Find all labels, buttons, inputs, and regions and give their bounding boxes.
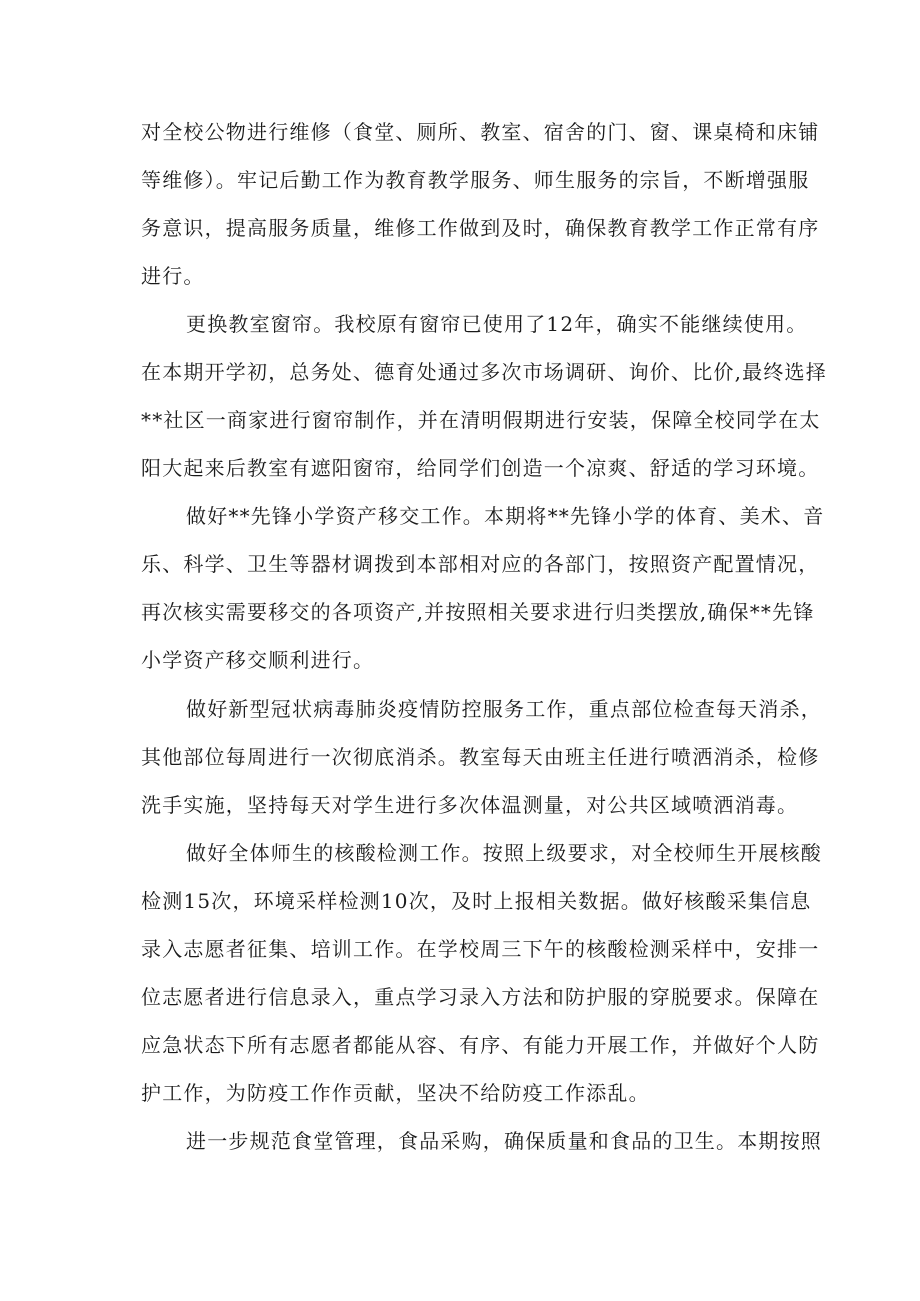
paragraph-2-line-4: 阳大起来后教室有遮阳窗帘，给同学们创造一个凉爽、舒适的学习环境。 [141,456,820,480]
paragraph-1-line-2: 等维修）。牢记后勤工作为教育教学服务、师生服务的宗旨，不断增强服 [141,168,810,192]
paragraph-5-line-5: 应急状态下所有志愿者都能从容、有序、有能力开展工作，并做好个人防 [141,1033,820,1057]
paragraph-1-line-3: 务意识，提高服务质量，维修工作做到及时，确保教育教学工作正常有序 [141,216,820,240]
paragraph-1-line-1: 对全校公物进行维修（食堂、厕所、教室、宿舍的门、窗、课桌椅和床铺 [141,120,820,144]
paragraph-5-line-1: 做好全体师生的核酸检测工作。按照上级要求，对全校师生开展核酸 [186,841,822,865]
paragraph-5-line-4: 位志愿者进行信息录入，重点学习录入方法和防护服的穿脱要求。保障在 [141,985,820,1009]
paragraph-1-line-4: 进行。 [141,264,205,288]
paragraph-4-line-3: 洗手实施，坚持每天对学生进行多次体温测量，对公共区域喷洒消毒。 [141,793,799,817]
paragraph-2-line-2: 在本期开学初，总务处、德育处通过多次市场调研、询价、比价,最终选择 [141,360,827,384]
paragraph-3-line-2: 乐、科学、卫生等器材调拨到本部相对应的各部门，按照资产配置情况， [141,552,820,576]
paragraph-2-line-3: **社区一商家进行窗帘制作，并在清明假期进行安装，保障全校同学在太 [141,408,821,432]
paragraph-5-line-3: 录入志愿者征集、培训工作。在学校周三下午的核酸检测采样中，安排一 [141,937,820,961]
paragraph-3-line-3: 再次核实需要移交的各项资产,并按照相关要求进行归类摆放,确保**先锋 [141,600,815,624]
paragraph-4-line-2: 其他部位每周进行一次彻底消杀。教室每天由班主任进行喷洒消杀，检修 [141,745,820,769]
paragraph-3-line-4: 小学资产移交顺利进行。 [141,648,375,672]
paragraph-4-line-1: 做好新型冠状病毒肺炎疫情防控服务工作，重点部位检查每天消杀， [186,697,822,721]
paragraph-5-line-6: 护工作，为防疫工作作贡献，坚决不给防疫工作添乱。 [141,1081,650,1105]
paragraph-2-line-1: 更换教室窗帘。我校原有窗帘已使用了12年，确实不能继续使用。 [186,312,808,336]
paragraph-3-line-1: 做好**先锋小学资产移交工作。本期将**先锋小学的体育、美术、音 [186,504,825,528]
paragraph-5-line-2: 检测15次，环境采样检测10次，及时上报相关数据。做好核酸采集信息 [141,889,812,913]
paragraph-6-line-1: 进一步规范食堂管理，食品采购，确保质量和食品的卫生。本期按照 [186,1129,822,1153]
